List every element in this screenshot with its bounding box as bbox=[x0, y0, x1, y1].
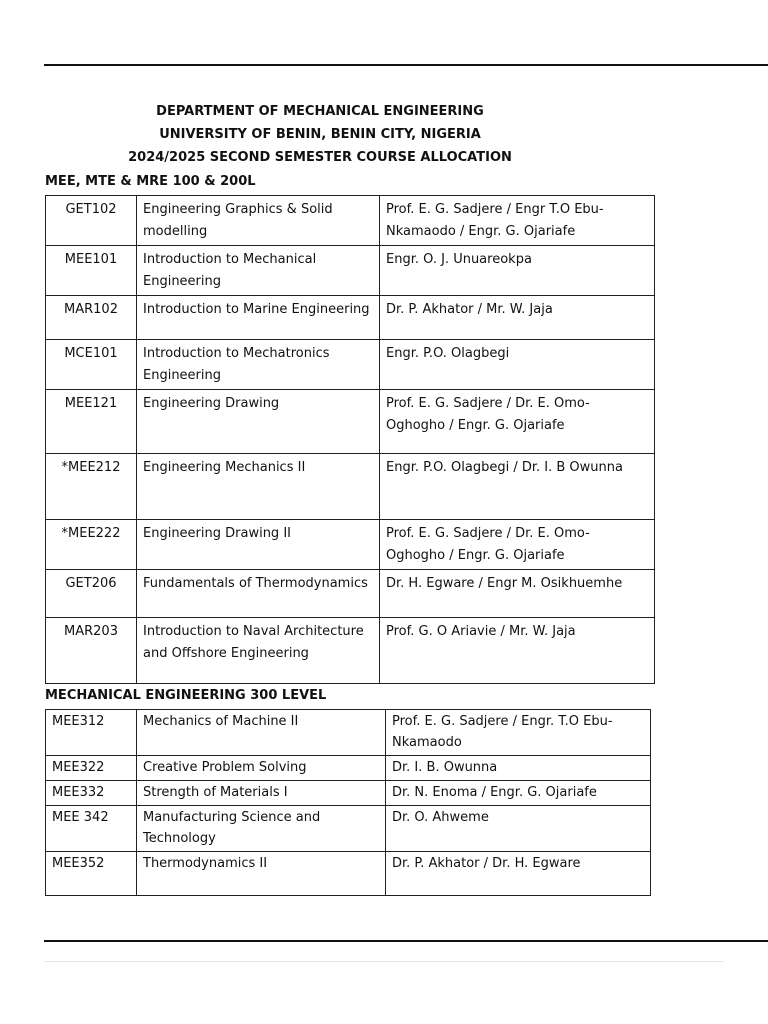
table-row bbox=[46, 340, 655, 390]
course-code: GET206 bbox=[46, 570, 137, 618]
lecturers: Dr. O. Ahweme bbox=[386, 806, 651, 852]
university-title: UNIVERSITY OF BENIN, BENIN CITY, NIGERIA bbox=[159, 127, 481, 142]
table-row bbox=[46, 296, 655, 340]
course-title: Fundamentals of Thermodynamics bbox=[137, 570, 380, 618]
course-code: *MEE222 bbox=[46, 520, 137, 570]
top-divider bbox=[44, 64, 768, 66]
allocation-title: 2024/2025 SECOND SEMESTER COURSE ALLOCATION bbox=[128, 150, 512, 165]
course-code: MEE352 bbox=[46, 852, 137, 896]
table-row bbox=[46, 570, 655, 618]
course-title: Engineering Mechanics II bbox=[137, 454, 380, 520]
lecturers: Dr. P. Akhator / Dr. H. Egware bbox=[386, 852, 651, 896]
course-code: MEE121 bbox=[46, 390, 137, 454]
course-code: MEE322 bbox=[46, 756, 137, 781]
section-label-300-level: MECHANICAL ENGINEERING 300 LEVEL bbox=[45, 688, 327, 703]
course-title: Introduction to Mechanical Engineering bbox=[137, 246, 380, 296]
course-code: MEE 342 bbox=[46, 806, 137, 852]
course-title: Creative Problem Solving bbox=[137, 756, 386, 781]
lecturers: Dr. I. B. Owunna bbox=[386, 756, 651, 781]
footer-divider bbox=[44, 961, 724, 962]
course-code: MCE101 bbox=[46, 340, 137, 390]
course-title: Introduction to Marine Engineering bbox=[137, 296, 380, 340]
lecturers: Dr. N. Enoma / Engr. G. Ojariafe bbox=[386, 781, 651, 806]
table-row bbox=[46, 781, 651, 806]
course-code: MEE101 bbox=[46, 246, 137, 296]
course-title: Engineering Drawing bbox=[137, 390, 380, 454]
course-code: MAR102 bbox=[46, 296, 137, 340]
table-row bbox=[46, 852, 651, 896]
table-row bbox=[46, 454, 655, 520]
course-table-300-level bbox=[45, 709, 651, 896]
course-title: Strength of Materials I bbox=[137, 781, 386, 806]
lecturers: Engr. P.O. Olagbegi / Dr. I. B Owunna bbox=[380, 454, 655, 520]
table-row bbox=[46, 246, 655, 296]
course-code: MEE312 bbox=[46, 710, 137, 756]
course-code: *MEE212 bbox=[46, 454, 137, 520]
table-row bbox=[46, 756, 651, 781]
table-row bbox=[46, 520, 655, 570]
table-row bbox=[46, 390, 655, 454]
lecturers: Prof. E. G. Sadjere / Dr. E. Omo-Oghogho / Engr. G. Ojariafe bbox=[380, 520, 655, 570]
course-title: Engineering Drawing II bbox=[137, 520, 380, 570]
course-title: Engineering Graphics & Solid modelling bbox=[137, 196, 380, 246]
lecturers: Dr. P. Akhator / Mr. W. Jaja bbox=[380, 296, 655, 340]
course-title: Introduction to Mechatronics Engineering bbox=[137, 340, 380, 390]
course-title: Manufacturing Science and Technology bbox=[137, 806, 386, 852]
lecturers: Prof. G. O Ariavie / Mr. W. Jaja bbox=[380, 618, 655, 684]
lecturers: Engr. P.O. Olagbegi bbox=[380, 340, 655, 390]
course-table-100-200 bbox=[45, 195, 655, 684]
course-title: Introduction to Naval Architecture and Offshore Engineering bbox=[137, 618, 380, 684]
course-code: MEE332 bbox=[46, 781, 137, 806]
course-code: MAR203 bbox=[46, 618, 137, 684]
table-row bbox=[46, 806, 651, 852]
course-title: Mechanics of Machine II bbox=[137, 710, 386, 756]
course-title: Thermodynamics II bbox=[137, 852, 386, 896]
course-code: GET102 bbox=[46, 196, 137, 246]
section-label-100-200: MEE, MTE & MRE 100 & 200L bbox=[45, 174, 256, 189]
table-row bbox=[46, 710, 651, 756]
lecturers: Engr. O. J. Unuareokpa bbox=[380, 246, 655, 296]
lecturers: Prof. E. G. Sadjere / Engr T.O Ebu-Nkamaodo / Engr. G. Ojariafe bbox=[380, 196, 655, 246]
lecturers: Prof. E. G. Sadjere / Dr. E. Omo-Oghogho / Engr. G. Ojariafe bbox=[380, 390, 655, 454]
table-row bbox=[46, 618, 655, 684]
bottom-divider bbox=[44, 940, 768, 942]
lecturers: Prof. E. G. Sadjere / Engr. T.O Ebu-Nkamaodo bbox=[386, 710, 651, 756]
table-row bbox=[46, 196, 655, 246]
department-title: DEPARTMENT OF MECHANICAL ENGINEERING bbox=[156, 104, 484, 119]
lecturers: Dr. H. Egware / Engr M. Osikhuemhe bbox=[380, 570, 655, 618]
